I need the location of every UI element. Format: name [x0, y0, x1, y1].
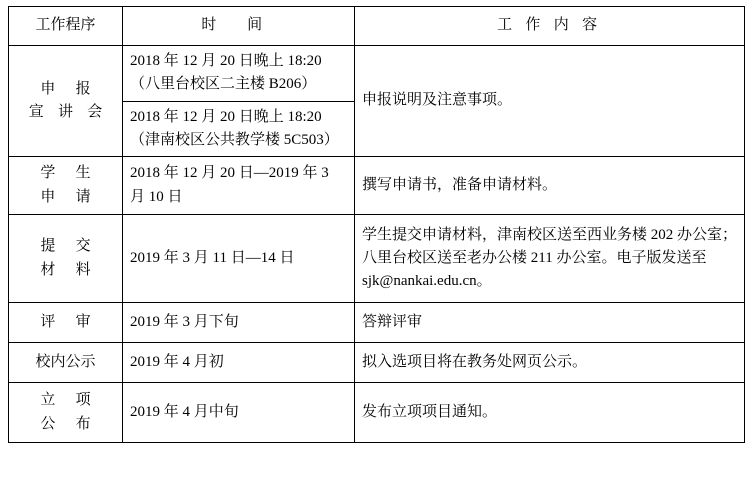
- schedule-table: [8, 6, 745, 443]
- row-label-briefing: [9, 46, 123, 157]
- row-label-line1: 提 交: [40, 238, 99, 255]
- row-label-line1: 学 生: [40, 165, 99, 182]
- cell-content-public-notice: 拟入选项目将在教务处网页公示。: [355, 343, 745, 383]
- table-row: [9, 215, 745, 303]
- row-label-review: [9, 303, 123, 343]
- header-work-content: 工 作 内 容: [355, 7, 745, 46]
- cell-time-briefing-2: 2018 年 12 月 20 日晚上 18:20（津南校区公共教学楼 5C503）: [123, 101, 355, 157]
- table-row: [9, 303, 745, 343]
- row-label-public-notice: [9, 343, 123, 383]
- row-label-student-application: [9, 157, 123, 215]
- cell-time-review: 2019 年 3 月下旬: [123, 303, 355, 343]
- header-time: 时 间: [123, 7, 355, 46]
- cell-time-public-notice: 2019 年 4 月初: [123, 343, 355, 383]
- cell-content-review: 答辩评审: [355, 303, 745, 343]
- table-row: [9, 343, 745, 383]
- row-label-line1: 评 审: [40, 313, 99, 330]
- row-label-line2: 材 料: [40, 261, 99, 278]
- table-row: [9, 157, 745, 215]
- row-label-submit-materials: [9, 215, 123, 303]
- cell-time-briefing-1: 2018 年 12 月 20 日晚上 18:20（八里台校区二主楼 B206）: [123, 46, 355, 102]
- header-work-procedure: 工作程序: [9, 7, 123, 46]
- table-row: [9, 383, 745, 443]
- row-label-line2: 公 布: [40, 415, 99, 432]
- row-label-line1: 校内公示: [35, 353, 96, 370]
- cell-content-briefing: 申报说明及注意事项。: [355, 46, 745, 157]
- row-label-project-announcement: [9, 383, 123, 443]
- cell-time-project-announcement: 2019 年 4 月中旬: [123, 383, 355, 443]
- row-label-line1: 立 项: [40, 392, 99, 409]
- cell-time-submit-materials: 2019 年 3 月 11 日—14 日: [123, 215, 355, 303]
- table-row: [9, 46, 745, 102]
- row-label-line2: 申 请: [40, 188, 99, 205]
- row-label-line1: 申 报: [40, 80, 99, 97]
- table-header-row: [9, 7, 745, 46]
- row-label-line2: 宣 讲 会: [28, 104, 108, 120]
- cell-time-student-application: 2018 年 12 月 20 日—2019 年 3 月 10 日: [123, 157, 355, 215]
- cell-content-submit-materials: 学生提交申请材料，津南校区送至西业务楼 202 办公室；八里台校区送至老办公楼 211 办公室。电子版发送至 sjk@nankai.edu.cn。: [355, 215, 745, 303]
- cell-content-student-application: 撰写申请书，准备申请材料。: [355, 157, 745, 215]
- cell-content-project-announcement: 发布立项项目通知。: [355, 383, 745, 443]
